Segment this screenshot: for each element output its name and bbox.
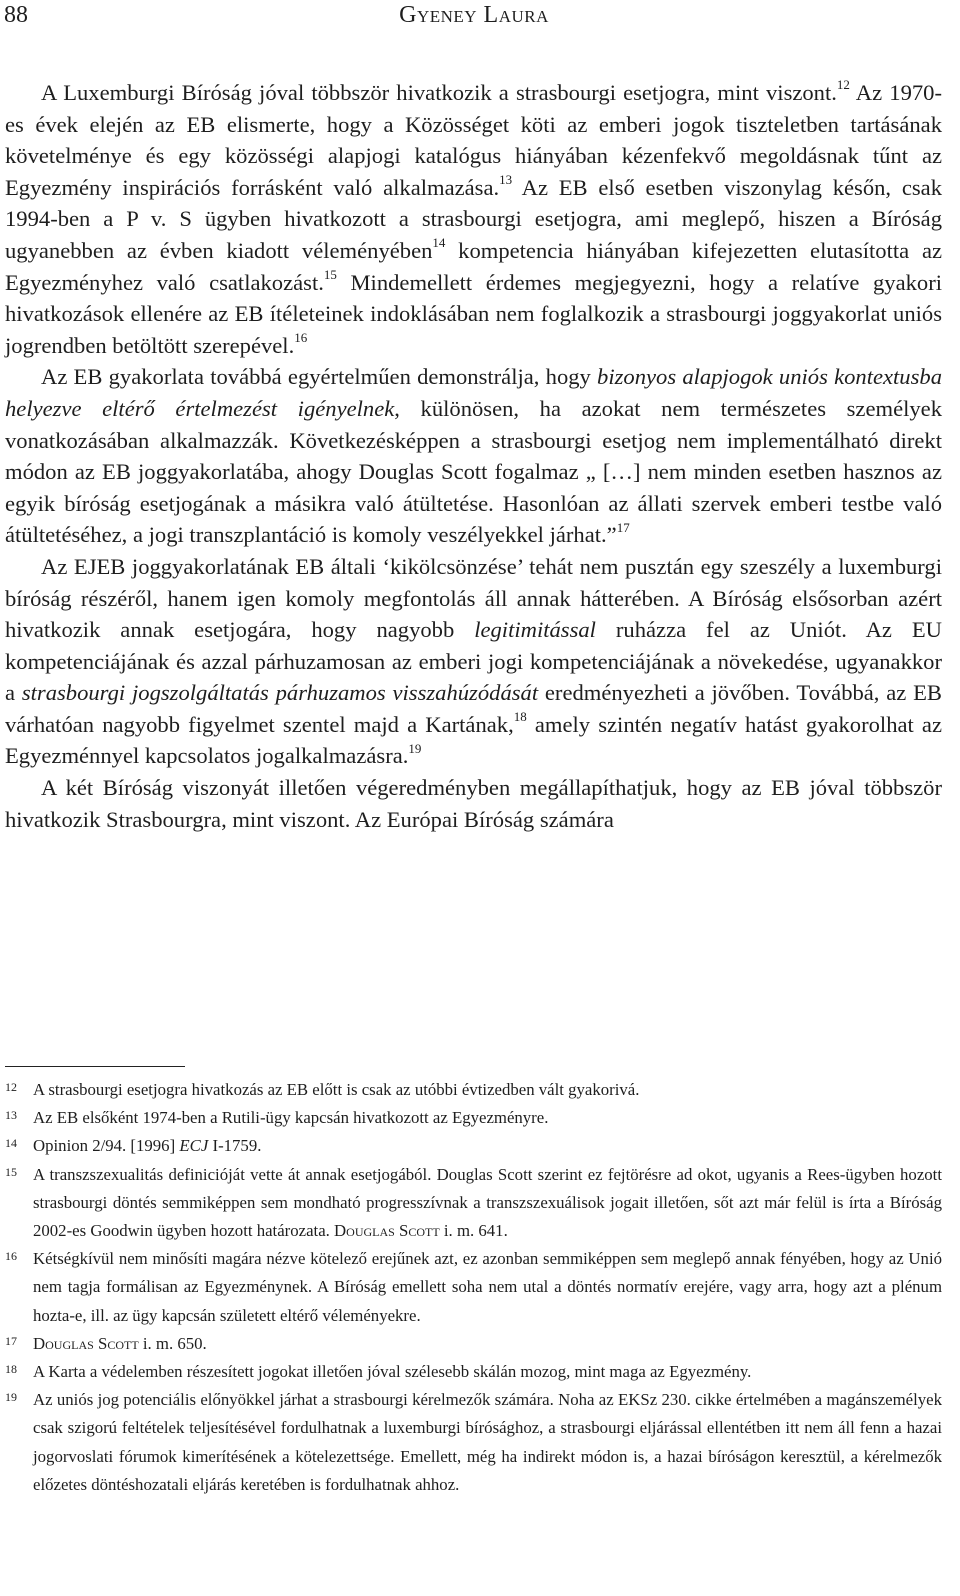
footnote-15 bbox=[5, 1161, 942, 1246]
page-number: 88 bbox=[4, 2, 28, 28]
italic-phrase: strasbourgi jogszolgáltatás párhuzamos visszahúzódását bbox=[21, 680, 539, 706]
page-header bbox=[4, 2, 944, 32]
paragraph-text: amely szintén negatív hatást gyakorolhat az Egyezménnyel kapcsolatos jogalkalmazásra. bbox=[5, 711, 942, 769]
paragraph-text: kompetencia hiányában kifejezetten elutasította az Egyezményhez való csatlakozást. bbox=[5, 237, 942, 295]
footnote-text: A Karta a védelemben részesített jogokat illetően jóval szélesebb skálán mozog, mint maga az Egyezmény. bbox=[33, 1362, 752, 1382]
footnote-17 bbox=[5, 1330, 942, 1358]
paragraph-text: , különösen, ha azokat nem természetes személyek vonatkozásában alkalmazzák. Következésképpen a strasbourgi esetjog nem implementálható direkt módon az EB joggyakorlatába, ahogy Douglas Scott fogalmaz „ […] nem minden esetben hasznos az egyik bíróság esetjogának a másikra való átültetése. Hasonlóan az állati szervek emberi testbe való átültetéséhez, a jogi transzplantáció is komoly veszélyekkel járhat.” bbox=[5, 395, 942, 548]
paragraph-text: ruházza fel az Uniót. Az EU kompetenciájának és azzal párhuzamosan az emberi jogi kompetenciájának a növekedése, ugyanakkor a bbox=[5, 617, 942, 706]
footnote-number: 18 bbox=[5, 1362, 17, 1377]
paragraph-text: Az EJEB joggyakorlatának EB általi ‘kikölcsönzése’ tehát nem pusztán egy szeszély a luxemburgi bíróság részéről, hanem igen komoly megfontolás áll annak hátterében. A Bíróság elsősorban azért hivatkozik annak esetjogára, hogy nagyobb bbox=[5, 553, 942, 643]
paragraph-3 bbox=[5, 551, 942, 772]
footnote-text: Az uniós jog potenciális előnyökkel járhat a strasbourgi kérelmezők számára. Noha az EKSz 230. cikke értelmében a magánszemélyek csak szigorú feltételek teljesítésével fordulhatnak a luxemburgi bírósághoz, a strasbourgi eljárással ellentétben itt nem áll fenn a hazai jogorvoslati fórumok kimerítésének a kötelezettsége. Emellett, még ha indirekt módon is, a hazai bíróságon keresztül, a kérelmezők előzetes döntéshozatali eljárás keretében is fordulhatnak ahhoz. bbox=[33, 1390, 942, 1494]
paragraph-4 bbox=[5, 772, 942, 835]
paragraph-text: A két Bíróság viszonyát illetően végeredményben megállapíthatjuk, hogy az EB jóval többször hivatkozik Strasbourgra, mint viszont. Az Európai Bíróság számára bbox=[5, 775, 942, 832]
footnote-ref-19[interactable]: 19 bbox=[408, 740, 422, 756]
footnote-number: 17 bbox=[5, 1333, 17, 1348]
paragraph-text: Mindemellett érdemes megjegyezni, hogy a relatíve gyakori hivatkozások ellenére az EB ítéleteinek indoklásában nem foglalkozik a strasbourgi joggyakorlat uniós jogrendben betöltött szerepével. bbox=[5, 269, 942, 358]
footnote-16 bbox=[5, 1245, 942, 1330]
paragraph-text: eredményezheti a jövőben. Továbbá, az EB várhatóan nagyobb figyelmet szentel majd a Kartának, bbox=[5, 680, 942, 737]
footnote-text: i. m. 650. bbox=[138, 1333, 207, 1353]
main-text bbox=[5, 77, 942, 835]
paragraph-1 bbox=[5, 77, 942, 361]
paragraph-text: Az EB első esetben viszonylag későn, csak 1994-ben a P v. S ügyben hivatkozott a strasbourgi esetjogra, ami meglepő, hiszen a Bíróság ugyanebben az évben kiadott véleményében bbox=[5, 174, 942, 263]
footnote-ref-14[interactable]: 14 bbox=[432, 235, 446, 251]
footnote-text: I-1759. bbox=[208, 1136, 262, 1156]
footnote-text: A strasbourgi esetjogra hivatkozás az EB előtt is csak az utóbbi évtizedben vált gyakorivá. bbox=[33, 1080, 640, 1099]
footnote-13 bbox=[5, 1104, 942, 1132]
footnote-text: Opinion 2/94. [1996] bbox=[33, 1136, 180, 1156]
footnote-number: 14 bbox=[5, 1136, 17, 1151]
footnote-divider bbox=[5, 1066, 185, 1067]
footnotes bbox=[5, 1076, 942, 1499]
footnote-number: 19 bbox=[5, 1390, 17, 1405]
paragraph-text: Az 1970-es évek elején az EB elismerte, hogy a Közösséget köti az emberi jogok tiszteletben tartásának követelménye és egy közösségi alapjogi katalógus hiányában kézenfekvő megoldásnak tűnt az Egyezmény inspirációs forrásként való alkalmazása. bbox=[5, 80, 943, 200]
footnote-text: i. m. 641. bbox=[439, 1221, 508, 1241]
paragraph-text: Az EB gyakorlata továbbá egyértelműen demonstrálja, hogy bbox=[41, 364, 598, 390]
footnote-ref-18[interactable]: 18 bbox=[513, 709, 527, 725]
footnote-number: 15 bbox=[5, 1164, 17, 1179]
footnote-12 bbox=[5, 1076, 942, 1104]
footnote-14 bbox=[5, 1132, 942, 1160]
footnote-ref-12[interactable]: 12 bbox=[836, 77, 850, 93]
footnote-number: 16 bbox=[5, 1249, 17, 1264]
italic-phrase: bizonyos alapjogok uniós kontextusba helyezve eltérő értelmezést igényelnek bbox=[5, 364, 942, 421]
footnote-18 bbox=[5, 1358, 942, 1386]
footnote-ref-17[interactable]: 17 bbox=[616, 519, 630, 535]
author-name: Douglas Scott bbox=[334, 1221, 440, 1241]
footnote-19 bbox=[5, 1386, 942, 1499]
paragraph-text: A Luxemburgi Bíróság jóval többször hivatkozik a strasbourgi esetjogra, mint viszont. bbox=[41, 80, 837, 105]
footnote-ref-16[interactable]: 16 bbox=[294, 330, 308, 346]
author-name: Douglas Scott bbox=[33, 1333, 139, 1353]
footnote-ref-15[interactable]: 15 bbox=[323, 267, 337, 283]
footnote-text: Az EB elsőként 1974-ben a Rutili-ügy kapcsán hivatkozott az Egyezményre. bbox=[33, 1108, 549, 1128]
footnote-number: 12 bbox=[5, 1080, 17, 1094]
footnote-italic: ECJ bbox=[179, 1136, 209, 1156]
paragraph-2 bbox=[5, 361, 942, 551]
footnote-number: 13 bbox=[5, 1108, 17, 1123]
running-head: Gyeney Laura bbox=[399, 2, 549, 28]
footnote-ref-13[interactable]: 13 bbox=[499, 172, 513, 188]
footnote-text: A transzszexualitás definicióját vette át annak esetjogából. Douglas Scott szerint ez fejtörésre ad okot, ugyanis a Rees-ügyben hozott strasbourgi döntés semmiképpen sem mondható progresszívnak a transzszexuálisok jogait illetően, sőt azt már felül is írta a Bíróság 2002-es Goodwin ügyben hozott határozata. bbox=[33, 1164, 942, 1241]
italic-phrase: legitimitással bbox=[474, 617, 596, 643]
footnote-text: Kétségkívül nem minősíti magára nézve kötelező erejűnek azt, ez azonban semmiképpen sem meglepő annak fényében, hogy az Unió nem tagja formálisan az Egyezménynek. A Bíróság emellett soha nem utal a döntés normatív erejére, vagy arra, hogy azt a plénum hozta-e, ill. az ügy kapcsán született eltérő véleményekre. bbox=[33, 1249, 942, 1325]
